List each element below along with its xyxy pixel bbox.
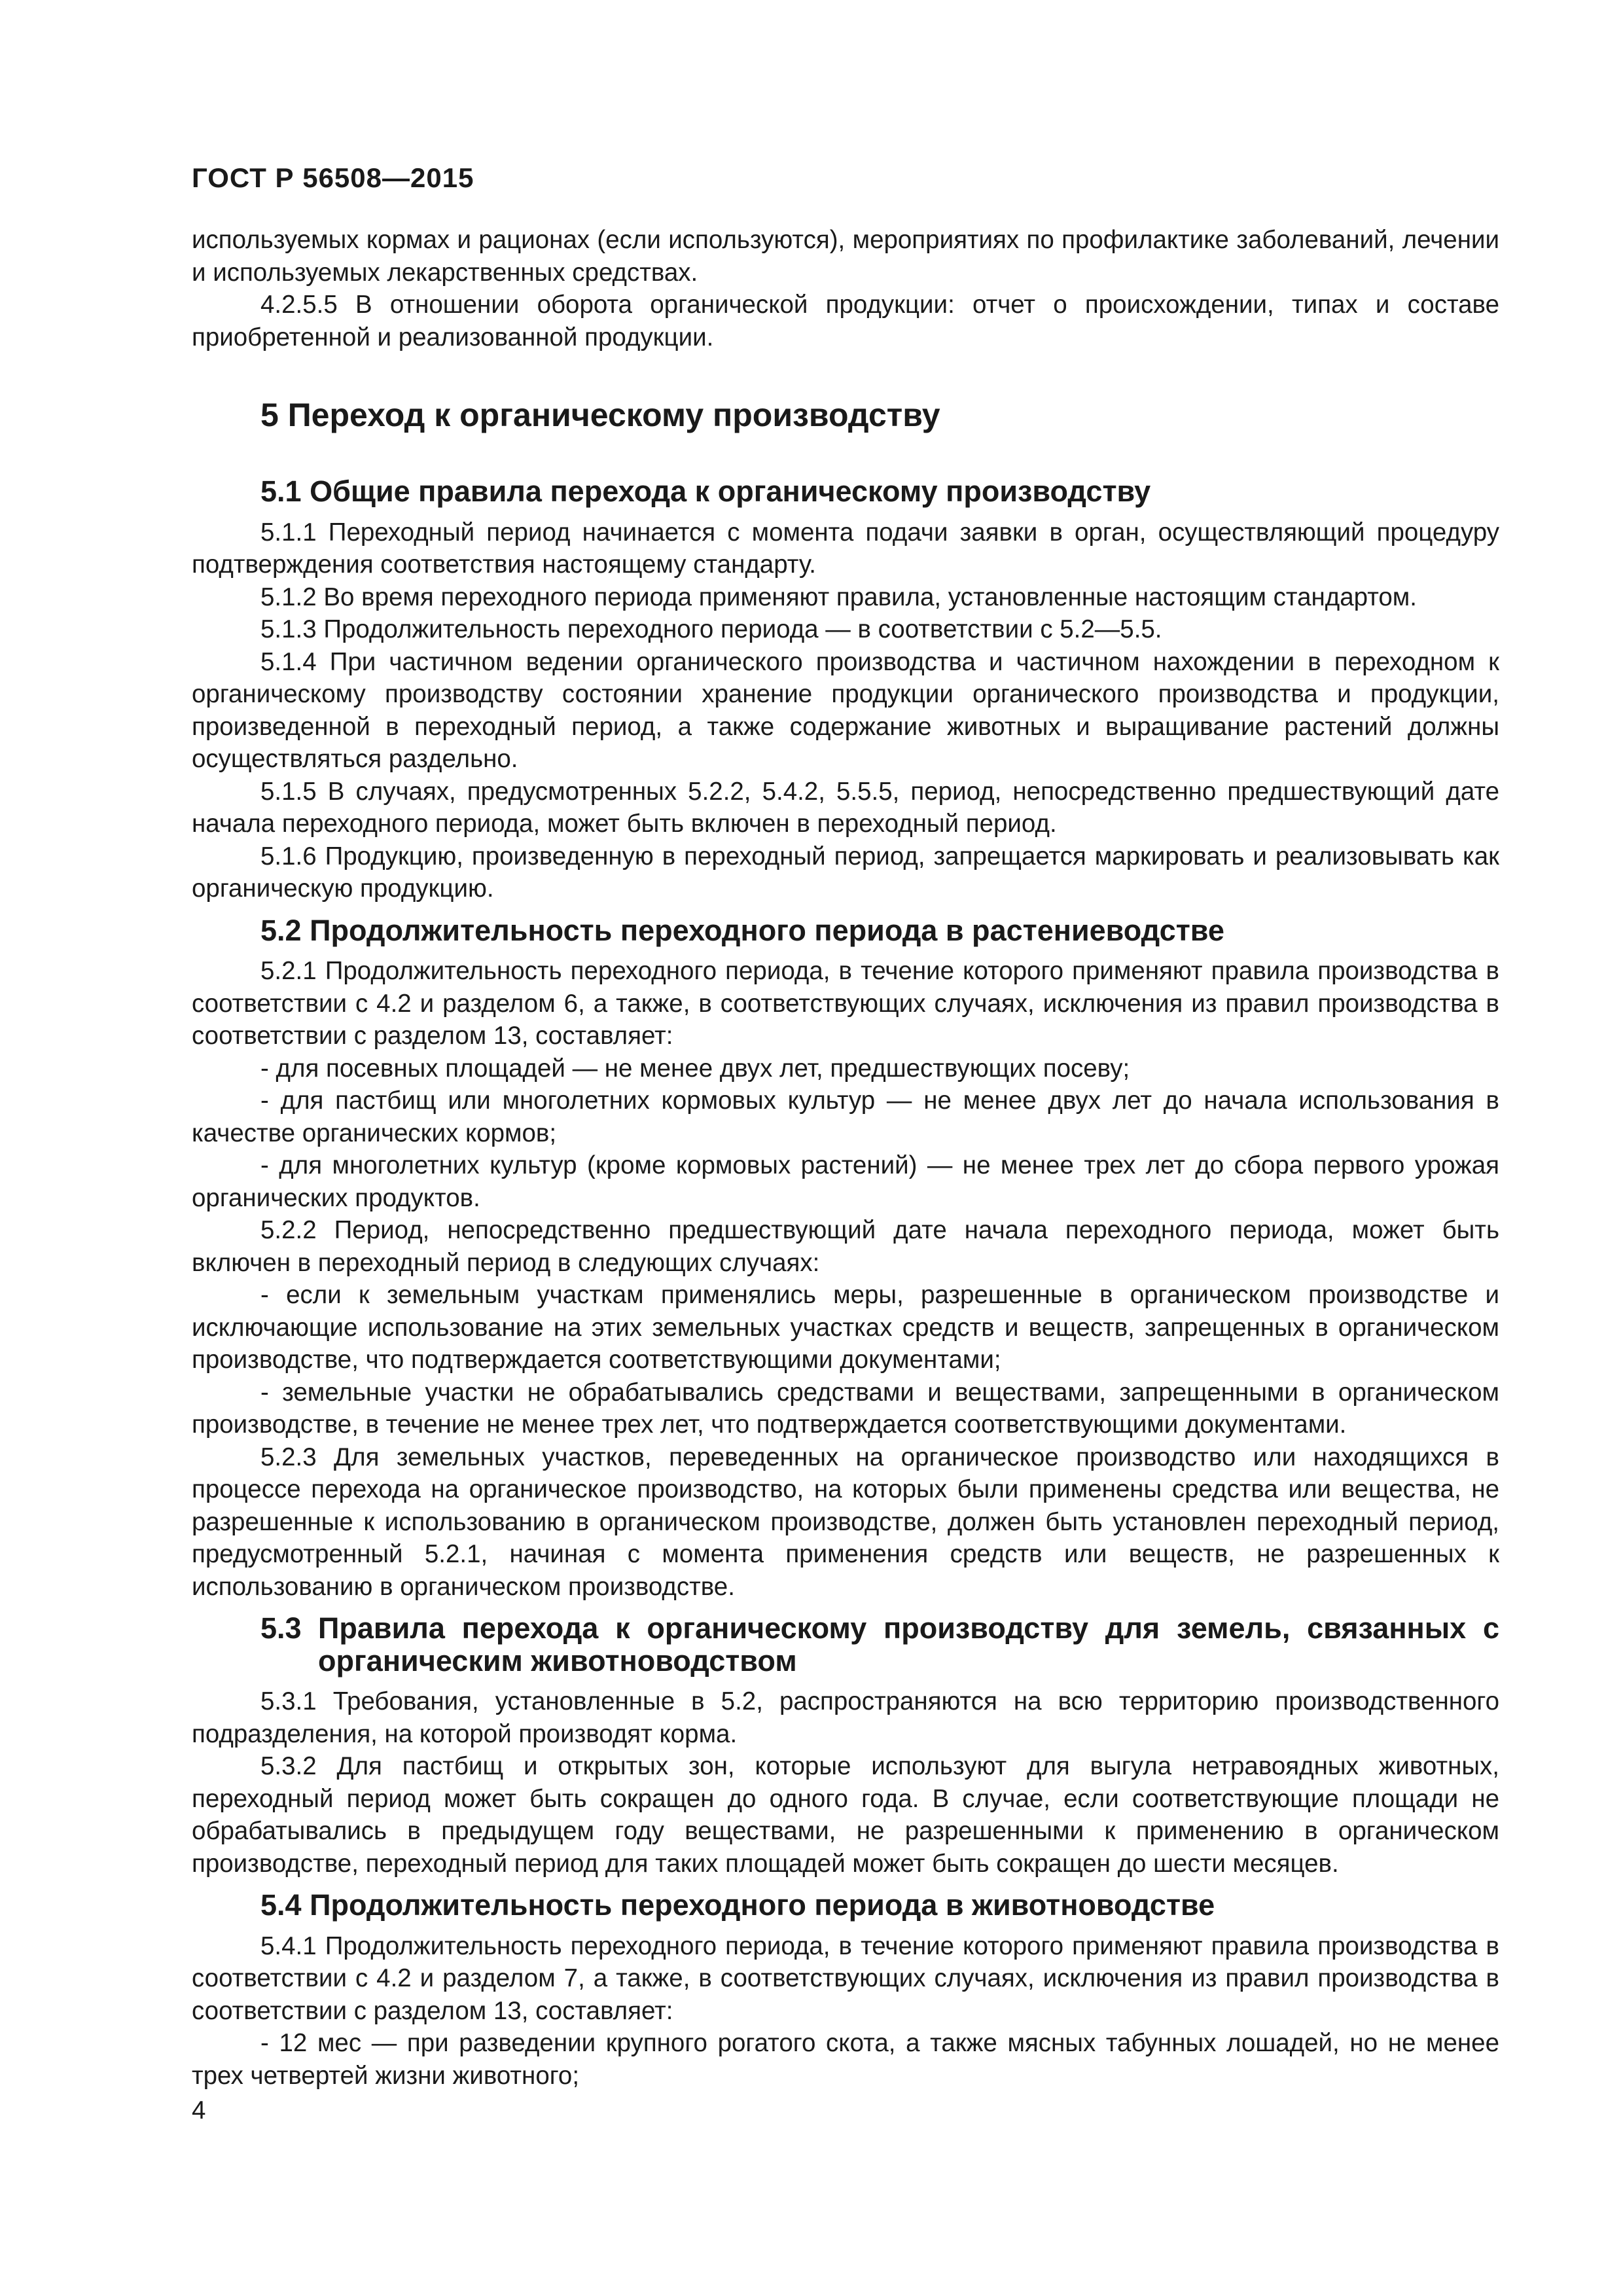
list-item: - 12 мес — при разведении крупного рогатого скота, а также мясных табунных лошадей, но не менее трех четвертей жизни животного; — [192, 2029, 1499, 2090]
list-item: - если к земельным участкам применялись меры, разрешенные в органическом производстве и исключающие использование на этих земельных участках средств и веществ, запрещенных в органическом производстве, что подтверждается соответствующими документами; — [192, 1281, 1499, 1374]
subsection-5-4-heading: 5.4 Продолжительность переходного периода в животноводстве — [260, 1888, 1215, 1922]
subsection-number: 5.3 — [260, 1611, 302, 1645]
standard-code-header: ГОСТ Р 56508—2015 — [192, 162, 474, 193]
paragraph-5-1-2: 5.1.2 Во время переходного периода применяют правила, установленные настоящим стандартом. — [260, 583, 1417, 611]
list-item: - для посевных площадей — не менее двух лет, предшествующих посеву; — [260, 1054, 1130, 1083]
paragraph-5-4-1: 5.4.1 Продолжительность переходного периода, в течение которого применяют правила производства в соответствии с 4.2 и разделом 7, а также, в соответствующих случаях, исключения из правил производства в соответствии с разделом 13, составляет: — [192, 1931, 1499, 2025]
paragraph-5-1-3: 5.1.3 Продолжительность переходного периода — в соответствии с 5.2—5.5. — [260, 615, 1162, 643]
paragraph-5-3-1: 5.3.1 Требования, установленные в 5.2, распространяются на всю территорию производственного подразделения, на которой производят корма. — [192, 1687, 1499, 1748]
subsection-5-1-heading: 5.1 Общие правила перехода к органическому производству — [260, 475, 1151, 508]
subsection-title: Правила перехода к органическому производству для земель, связанных с органическим животноводством — [318, 1611, 1499, 1677]
paragraph-5-1-1: 5.1.1 Переходный период начинается с момента подачи заявки в орган, осуществляющий процедуру подтверждения соответствия настоящему стандарту. — [192, 518, 1499, 579]
paragraph-5-1-5: 5.1.5 В случаях, предусмотренных 5.2.2, 5.4.2, 5.5.5, период, непосредственно предшествующий дате начала переходного периода, может быть включен в переходный период. — [192, 777, 1499, 838]
list-item: - для многолетних культур (кроме кормовых растений) — не менее трех лет до сбора первого урожая органических продуктов. — [192, 1151, 1499, 1212]
page-number: 4 — [192, 2096, 206, 2125]
subsection-5-3-heading — [192, 1612, 1499, 1677]
paragraph-5-2-2: 5.2.2 Период, непосредственно предшествующий дате начала переходного периода, может быть включен в переходный период в следующих случаях: — [192, 1216, 1499, 1277]
paragraph-5-2-1: 5.2.1 Продолжительность переходного периода, в течение которого применяют правила производства в соответствии с 4.2 и разделом 6, а также, в соответствующих случаях, исключения из правил производства в соответствии с разделом 13, составляет: — [192, 957, 1499, 1050]
paragraph-continuation: используемых кормах и рационах (если используются), мероприятиях по профилактике заболеваний, лечении и используемых лекарственных средствах. — [192, 226, 1499, 287]
paragraph-5-1-6: 5.1.6 Продукцию, произведенную в переходный период, запрещается маркировать и реализовывать как органическую продукцию. — [192, 842, 1499, 903]
paragraph-5-1-4: 5.1.4 При частичном ведении органического производства и частичном нахождении в переходном к органическому производству состоянии хранение продукции органического производства и продукции, произведенной в переходный период, а также содержание животных и выращивание растений должны осуществляться раздельно. — [192, 647, 1499, 773]
paragraph-5-3-2: 5.3.2 Для пастбищ и открытых зон, которые используют для выгула нетравоядных животных, переходный период может быть сокращен до одного года. В случае, если соответствующие площади не обрабатывались в предыдущем году веществами, не разрешенными к применению в органическом производстве, переходный период для таких площадей может быть сокращен до шести месяцев. — [192, 1752, 1499, 1878]
page-content — [192, 224, 1499, 2092]
subsection-5-2-heading: 5.2 Продолжительность переходного периода в растениеводстве — [260, 913, 1224, 947]
list-item: - земельные участки не обрабатывались средствами и веществами, запрещенными в органическом производстве, в течение не менее трех лет, что подтверждается соответствующими документами. — [192, 1378, 1499, 1439]
paragraph-4-2-5-5: 4.2.5.5 В отношении оборота органической продукции: отчет о происхождении, типах и составе приобретенной и реализованной продукции. — [192, 291, 1499, 351]
paragraph-5-2-3: 5.2.3 Для земельных участков, переведенных на органическое производство или находящихся в процессе перехода на органическое производство, на которых были применены средства или вещества, не разрешенные к использованию в органическом производстве, должен быть установлен переходный период, предусмотренный 5.2.1, начиная с момента применения средств или веществ, не разрешенных к использованию в органическом производстве. — [192, 1443, 1499, 1601]
list-item: - для пастбищ или многолетних кормовых культур — не менее двух лет до начала использования в качестве органических кормов; — [192, 1086, 1499, 1147]
section-5-heading: 5 Переход к органическому производству — [260, 397, 940, 433]
